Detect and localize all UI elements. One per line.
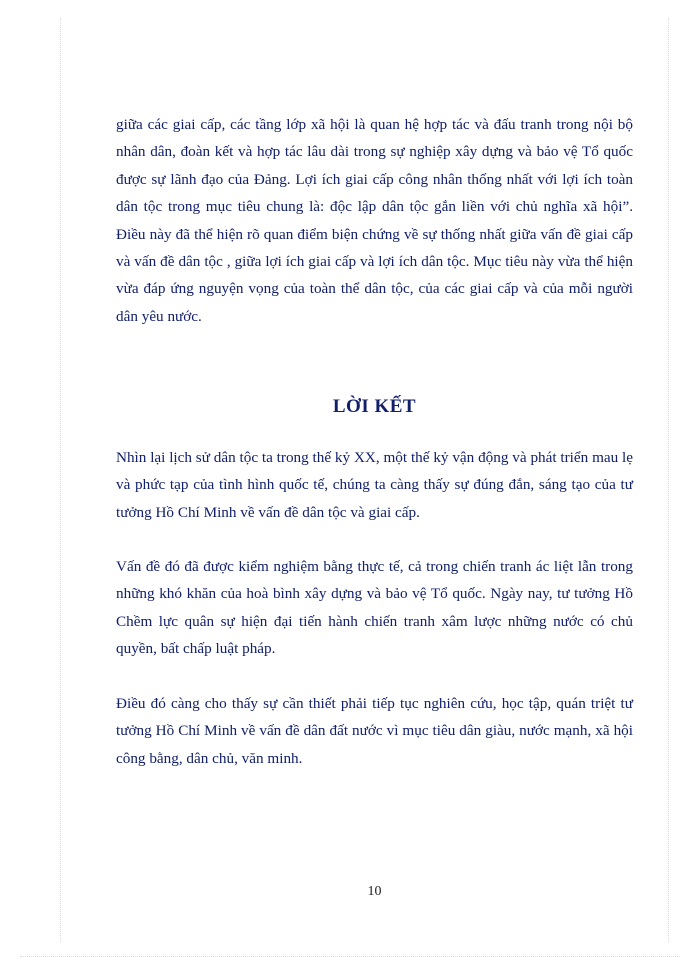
section-heading: LỜI KẾT: [332, 396, 417, 417]
conclusion-paragraph-2-text: Vấn đề đó đã được kiểm nghiệm bằng thực tế, cả trong chiến tranh ác liệt lẫn trong những khó khăn của hoà bình xây dựng và bảo vệ Tổ quốc. Ngày nay, tư tưởng Hồ Chềm lực quân sự hiện đại tiến hành chiến tranh xâm lược những nước có chủ quyền, bất chấp luật pháp.: [116, 558, 633, 658]
intro-paragraph-text: giữa các giai cấp, các tầng lớp xã hội là quan hệ hợp tác và đấu tranh trong nội bộ nhân dân, đoàn kết và hợp tác lâu dài trong sự nghiệp xây dựng và bảo vệ Tổ quốc được sự lãnh đạo của Đảng. Lợi ích giai cấp công nhân thống nhất với lợi ích toàn dân tộc trong mục tiêu chung là: độc lập dân tộc gắn liền với chủ nghĩa xã hội”. Điều này đã thể hiện rõ quan điểm biện chứng về sự thống nhất giữa vấn đề giai cấp và vấn đề dân tộc , giữa lợi ích giai cấp và lợi ích dân tộc. Mục tiêu này vừa thể hiện vừa đáp ứng nguyện vọng của toàn thể dân tộc, của các giai cấp và của mỗi người dân yêu nước.: [116, 116, 633, 325]
conclusion-paragraph-1-text: Nhìn lại lịch sử dân tộc ta trong thế kỷ XX, một thế kỷ vận động và phát triển mau lẹ và phức tạp của tình hình quốc tế, chúng ta càng thấy sự đúng đắn, sáng tạo của tư tưởng Hồ Chí Minh về vấn đề dân tộc và giai cấp.: [116, 449, 633, 521]
conclusion-paragraph-3: [116, 690, 633, 772]
page-number: 10: [367, 884, 382, 899]
conclusion-paragraph-3-text: Điều đó càng cho thấy sự cần thiết phải tiếp tục nghiên cứu, học tập, quán triệt tư tưởng Hồ Chí Minh về vấn đề dân đất nước vì mục tiêu dân giàu, nước mạnh, xã hội công bằng, dân chủ, văn minh.: [116, 695, 633, 767]
page-border-right: [668, 18, 669, 942]
intro-paragraph: [116, 111, 633, 330]
conclusion-paragraph-2: [116, 553, 633, 663]
page-border-bottom: [20, 956, 680, 957]
page-border-left: [60, 18, 61, 942]
conclusion-paragraph-1: [116, 444, 633, 526]
